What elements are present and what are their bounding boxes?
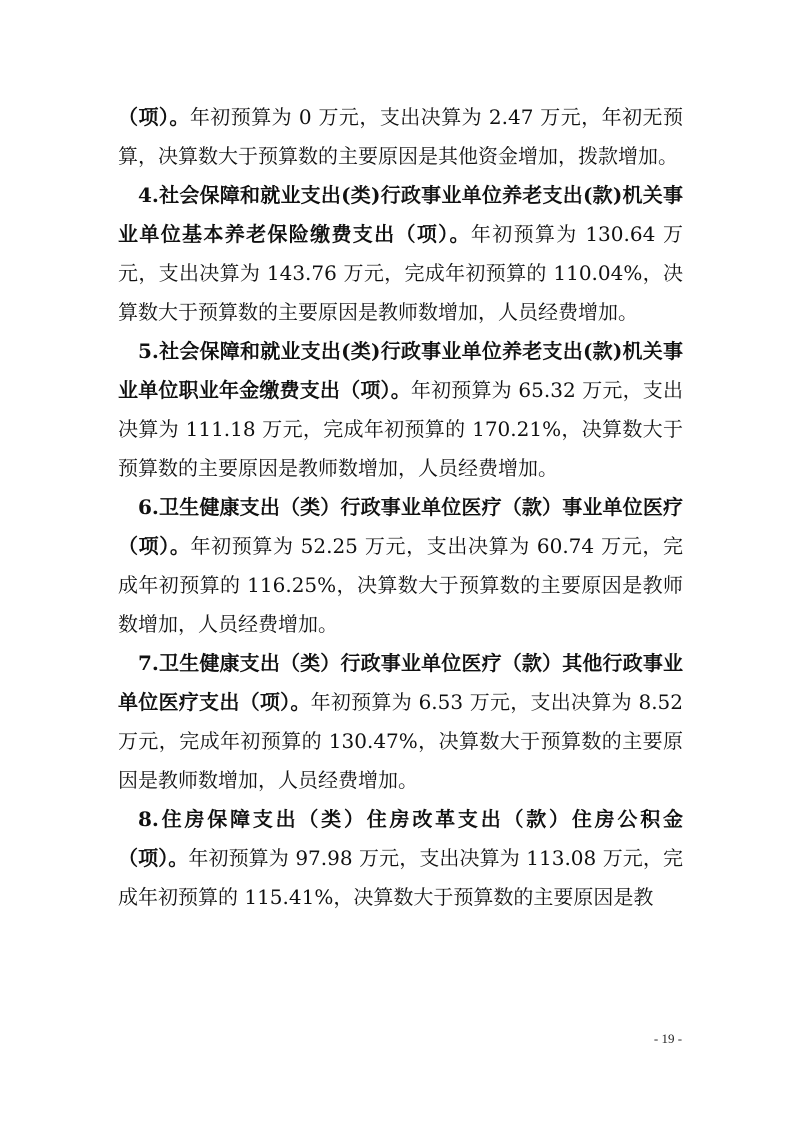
paragraph-item-5 [118,332,683,488]
paragraph-body: 年初预算为 97.98 万元，支出决算为 113.08 万元，完成年初预算的 115.41%，决算数大于预算数的主要原因是教 [118,846,683,909]
paragraph-body: 年初预算为 52.25 万元，支出决算为 60.74 万元，完成年初预算的 116.25%，决算数大于预算数的主要原因是教师数增加，人员经费增加。 [118,534,683,636]
paragraph-heading: 8.住房保障支出（类）住房改革支出（款）住房公积金（项）。 [118,807,683,870]
paragraph-heading: 6.卫生健康支出（类）行政事业单位医疗（款）事业单位医疗（项）。 [118,495,683,558]
paragraph-heading: 7.卫生健康支出（类）行政事业单位医疗（款）其他行政事业单位医疗支出（项）。 [118,651,683,714]
paragraph-body: 年初预算为 0 万元，支出决算为 2.47 万元，年初无预算，决算数大于预算数的主要原因是其他资金增加，拨款增加。 [118,105,684,168]
paragraph-body: 年初预算为 130.64 万元，支出决算为 143.76 万元，完成年初预算的 110.04%，决算数大于预算数的主要原因是教师数增加，人员经费增加。 [118,222,684,324]
page-number: - 19 - [653,1031,683,1046]
paragraph-heading: 5.社会保障和就业支出(类)行政事业单位养老支出(款)机关事业单位职业年金缴费支出（项）。 [118,339,683,402]
paragraph-heading: （项）。 [118,105,190,129]
paragraph-continuation [118,98,683,176]
paragraph-item-8 [118,800,683,917]
paragraph-item-7 [118,644,683,800]
paragraph-item-4 [118,176,683,332]
paragraph-body: 年初预算为 6.53 万元，支出决算为 8.52 万元，完成年初预算的 130.47%，决算数大于预算数的主要原因是教师数增加，人员经费增加。 [118,690,683,792]
body-text [118,98,683,917]
paragraph-body: 年初预算为 65.32 万元，支出决算为 111.18 万元，完成年初预算的 170.21%，决算数大于预算数的主要原因是教师数增加，人员经费增加。 [118,378,683,480]
paragraph-heading: 4.社会保障和就业支出(类)行政事业单位养老支出(款)机关事业单位基本养老保险缴费支出（项）。 [118,183,683,246]
paragraph-item-6 [118,488,683,644]
